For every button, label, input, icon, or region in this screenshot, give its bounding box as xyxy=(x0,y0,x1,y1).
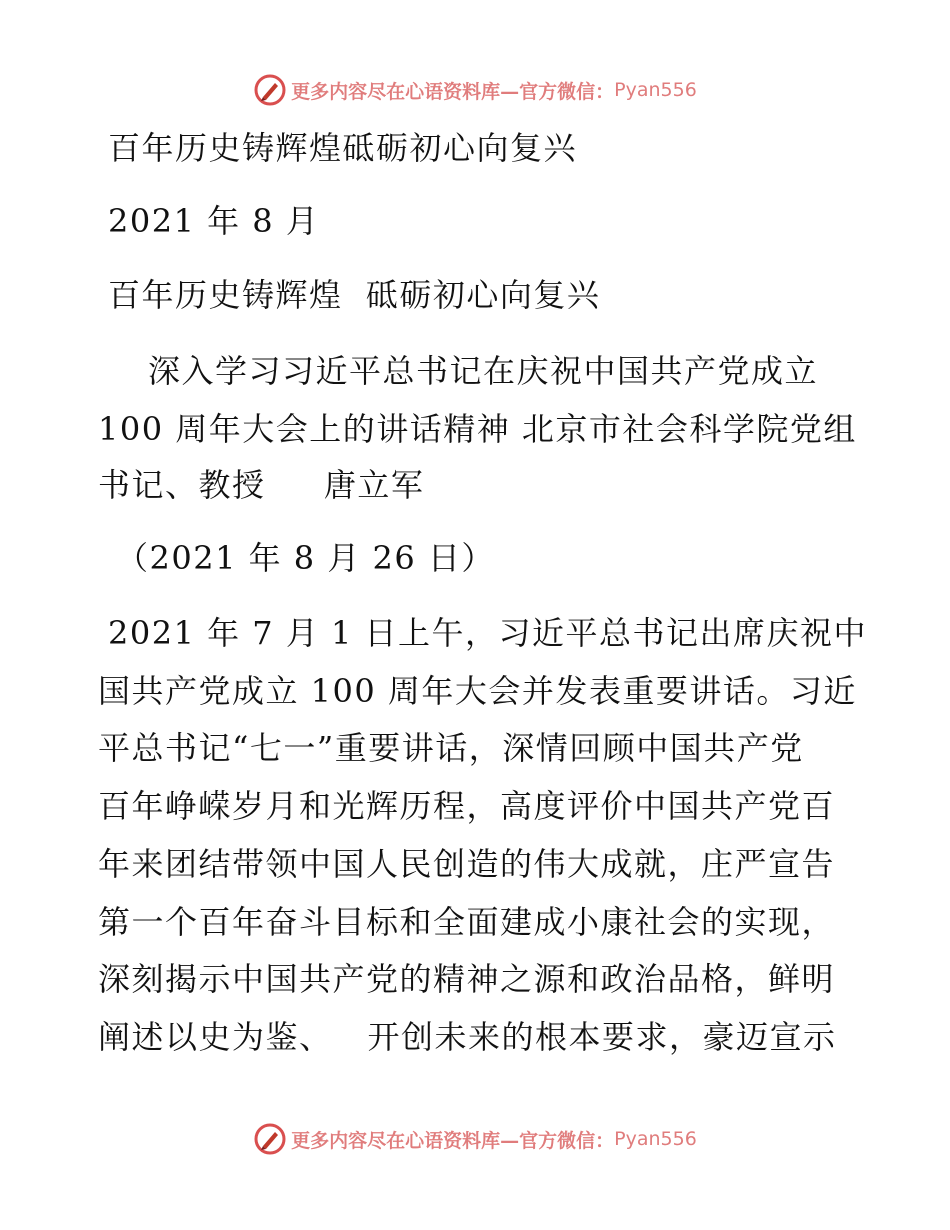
document-title: 百年历史铸辉煌砥砺初心向复兴 xyxy=(108,129,578,167)
body-line: 国共产党成立 100 周年大会并发表重要讲话。习近 xyxy=(98,672,857,710)
body-line: 第一个百年奋斗目标和全面建成小康社会的实现， xyxy=(98,903,836,941)
pen-circle-icon xyxy=(253,73,287,107)
footer-banner xyxy=(0,1119,950,1159)
pen-circle-icon xyxy=(253,1122,287,1156)
banner-wechat-id: Pyan556 xyxy=(614,1128,697,1150)
byline-line: 100 周年大会上的讲话精神 北京市社会科学院党组 xyxy=(98,410,857,448)
banner-wechat-id: Pyan556 xyxy=(614,79,697,101)
byline-line: 深入学习习近平总书记在庆祝中国共产党成立 xyxy=(148,352,819,390)
body-line: 阐述以史为鉴、 开创未来的根本要求，豪迈宣示 xyxy=(98,1018,837,1056)
publication-date: （2021 年 8 月 26 日） xyxy=(116,539,495,577)
body-line: 百年峥嵘岁月和光辉历程，高度评价中国共产党百 xyxy=(98,787,836,825)
body-line: 深刻揭示中国共产党的精神之源和政治品格，鲜明 xyxy=(98,960,836,998)
header-banner xyxy=(0,70,950,110)
document-subtitle: 百年历史铸辉煌 砥砺初心向复兴 xyxy=(108,276,601,314)
document-date: 2021 年 8 月 xyxy=(108,202,320,240)
body-line: 2021 年 7 月 1 日上午，习近平总书记出席庆祝中 xyxy=(108,614,868,652)
body-line: 平总书记“七一”重要讲话，深情回顾中国共产党 xyxy=(98,729,804,767)
byline-line: 书记、教授 唐立军 xyxy=(98,466,425,504)
banner-text: 更多内容尽在心语资料库—官方微信： xyxy=(291,1129,615,1152)
body-line: 年来团结带领中国人民创造的伟大成就，庄严宣告 xyxy=(98,845,836,883)
banner-text: 更多内容尽在心语资料库—官方微信： xyxy=(291,80,615,103)
